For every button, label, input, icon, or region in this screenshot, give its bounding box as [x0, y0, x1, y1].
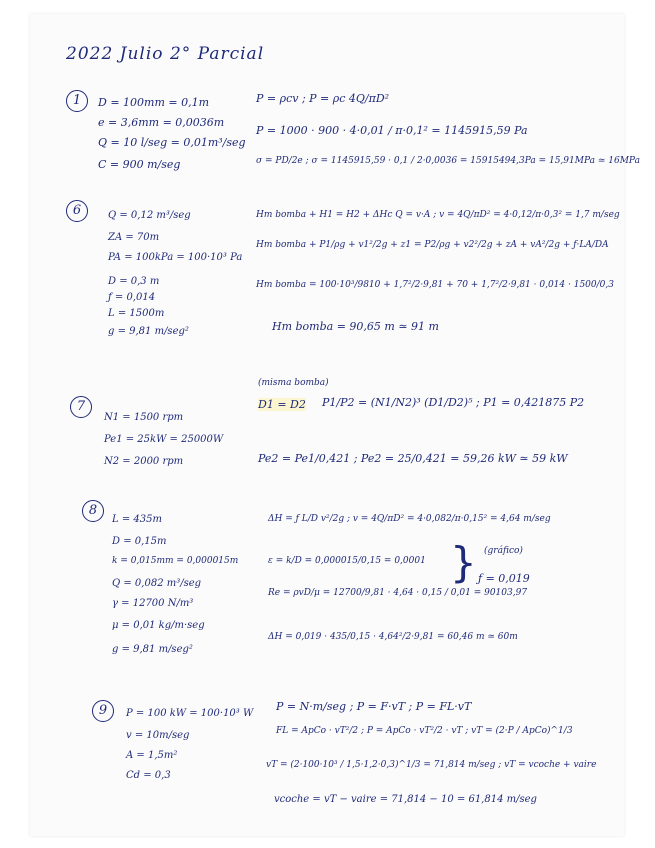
p8-friction-result: ƒ = 0,019 [478, 572, 530, 585]
p8-data-line: Q = 0,082 m³/seg [112, 578, 202, 589]
p9-data-line: A = 1,5m² [126, 750, 178, 761]
p7-data-line: N1 = 1500 rpm [104, 412, 184, 423]
p8-work-line: Re = ρvD/μ = 12700/9,81 · 4,64 · 0,15 / 0,01 = 90103,97 [268, 588, 528, 598]
p7-work-line: D1 = D2 [258, 398, 306, 411]
p9-data-line: Cd = 0,3 [126, 770, 171, 781]
p8-data-line: g = 9,81 m/seg² [112, 644, 193, 655]
p8-data-line: γ = 12700 N/m³ [112, 598, 194, 609]
p1-work-line: σ = PD/2e ; σ = 1145915,59 · 0,1 / 2·0,0036 = 15915494,3Pa = 15,91MPa ≃ 16MPa [256, 156, 640, 166]
p7-work-line: P1/P2 = (N1/N2)³ (D1/D2)⁵ ; P1 = 0,421875 P2 [322, 396, 585, 409]
p6-work-line: Hm bomba = 100·10³/9810 + 1,7²/2·9,81 + 70 + 1,7²/2·9,81 · 0,014 · 1500/0,3 [256, 280, 614, 290]
p6-data-line: PA = 100kPa = 100·10³ Pa [108, 252, 243, 263]
p6-work-line: Hm bomba = 90,65 m ≃ 91 m [272, 320, 439, 333]
p7-note: (misma bomba) [258, 378, 329, 388]
p8-graph-note: (gráfico) [484, 546, 523, 556]
p8-data-line: μ = 0,01 kg/m·seg [112, 620, 205, 631]
problem-1-number: 1 [66, 90, 88, 112]
p6-data-line: ZA = 70m [108, 232, 160, 243]
p1-data-line: e = 3,6mm = 0,0036m [98, 116, 225, 129]
p9-data-line: v = 10m/seg [126, 730, 190, 741]
p9-work-line: vcoche = vT − vaire = 71,814 − 10 = 61,814 m/seg [274, 794, 537, 805]
p7-work-line: Pe2 = Pe1/0,421 ; Pe2 = 25/0,421 = 59,26 kW ≃ 59 kW [258, 452, 568, 465]
p1-work-line: P = 1000 · 900 · 4·0,01 / π·0,1² = 1145915,59 Pa [256, 124, 528, 137]
p9-work-line: FL = ApCo · vT²/2 ; P = ApCo · vT²/2 · vT ; vT = (2·P / ApCo)^1/3 [276, 726, 573, 736]
p6-data-line: g = 9,81 m/seg² [108, 326, 189, 337]
p8-work-line: ΔH = 0,019 · 435/0,15 · 4,64²/2·9,81 = 60,46 m ≃ 60m [268, 632, 518, 642]
p6-data-line: ƒ = 0,014 [108, 292, 156, 303]
p9-work-line: vT = (2·100·10³ / 1,5·1,2·0,3)^1/3 = 71,814 m/seg ; vT = vcoche + vaire [266, 760, 597, 770]
page-title: 2022 Julio 2° Parcial [66, 44, 265, 64]
p6-work-line: Hm bomba + P1/ρg + v1²/2g + z1 = P2/ρg + v2²/2g + zA + vA²/2g + ƒ·LA/DA [256, 240, 609, 250]
p8-work-line: ΔH = ƒ L/D v²/2g ; v = 4Q/πD² = 4·0,082/π·0,15² = 4,64 m/seg [268, 514, 551, 524]
p6-work-line: Hm bomba + H1 = H2 + ΔHc Q = v·A ; v = 4Q/πD² = 4·0,12/π·0,3² = 1,7 m/seg [256, 210, 620, 220]
p8-data-line: L = 435m [112, 514, 162, 525]
problem-9-number: 9 [92, 700, 114, 722]
p8-data-line: k = 0,015mm = 0,000015m [112, 556, 239, 566]
p6-data-line: D = 0,3 m [108, 276, 160, 287]
p6-data-line: L = 1500m [108, 308, 165, 319]
problem-8-number: 8 [82, 500, 104, 522]
p1-data-line: Q = 10 l/seg = 0,01m³/seg [98, 136, 246, 149]
p6-data-line: Q = 0,12 m³/seg [108, 210, 191, 221]
p9-work-line: P = N·m/seg ; P = F·vT ; P = FL·vT [276, 700, 472, 713]
p1-work-line: P = ρcv ; P = ρc 4Q/πD² [256, 92, 390, 105]
p7-data-line: Pe1 = 25kW = 25000W [104, 434, 224, 445]
p8-data-line: D = 0,15m [112, 536, 167, 547]
brace-symbol: } [450, 538, 477, 587]
p7-data-line: N2 = 2000 rpm [104, 456, 184, 467]
problem-7-number: 7 [70, 396, 92, 418]
p9-data-line: P = 100 kW = 100·10³ W [126, 708, 254, 719]
p1-data-line: D = 100mm = 0,1m [98, 96, 210, 109]
p8-work-line: ε = k/D = 0,000015/0,15 = 0,0001 [268, 556, 426, 566]
p1-data-line: C = 900 m/seg [98, 158, 181, 171]
problem-6-number: 6 [66, 200, 88, 222]
